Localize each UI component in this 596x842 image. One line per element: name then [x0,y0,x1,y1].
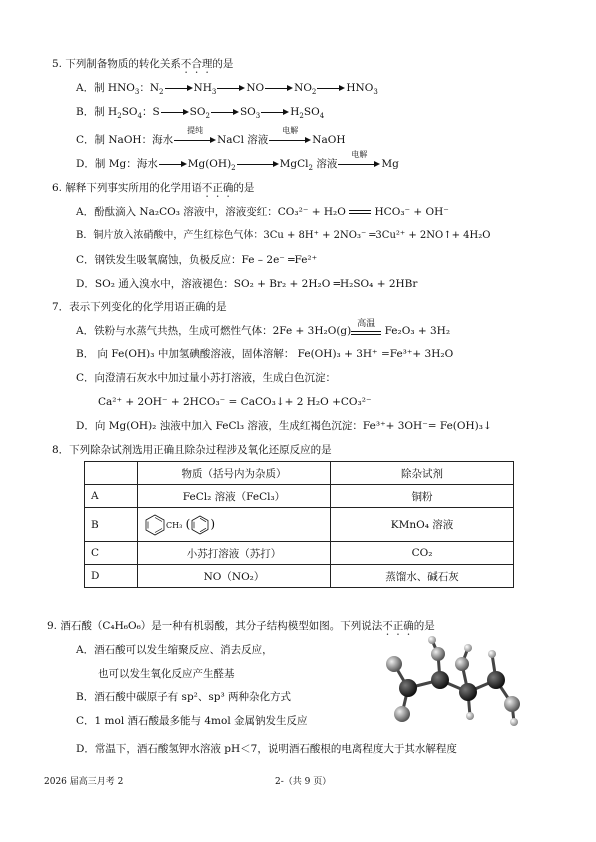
table-header-row: 物质（括号内为杂质） 除杂试剂 [85,462,514,485]
tartaric-acid-molecule-model-image [372,632,532,732]
q6-option-b: B．铜片放入浓硝酸中，产生红棕色气体：3Cu + 8H⁺ + 2NO₃⁻ ═3Cu²⁺ + 2NO↑+ 4H₂O [76,230,491,241]
arrow-icon [237,159,279,169]
q6-stem: 6. 解释下列事实所用的化学用语不正确的是 [52,182,255,194]
q6-option-a: A．酚酞滴入 Na₂CO₃ 溶液中，溶液变红：CO₃²⁻ + H₂O HCO₃⁻ + OH⁻ [76,206,449,218]
arrow-icon [217,83,245,93]
table-row: B CH₃ ( ) KMnO₄ 溶液 [85,508,514,542]
q7-option-c: C．向澄清石灰水中加过量小苏打溶液，生成白色沉淀： [76,372,337,384]
q9-option-a: A．酒石酸可以发生缩聚反应、消去反应， [76,644,273,656]
q7-option-c-equation: Ca²⁺ + 2OH⁻ + 2HCO₃⁻ = CaCO₃↓+ 2 H₂O +CO₃²⁻ [98,396,372,408]
methyl-label: CH₃ [166,520,183,530]
q5-option-d: D．制 Mg：海水 $Mg(OH)_2$ MgCl$_2$ 溶液 电解 Mg [76,150,399,173]
q7-option-b: B． 向 Fe(OH)₃ 中加氢碘酸溶液，固体溶解： Fe(OH)₃ + 3H⁺ =Fe³⁺+ 3H₂O [76,348,454,360]
q5-option-b: B．制 $H_2SO_4$：S $SO_2$ $SO_3$ $H_2SO_4$ [76,106,325,121]
q8-stem: 8．下列除杂试剂选用正确且除杂过程涉及氧化还原反应的是 [52,444,332,456]
footer-exam-name: 2026 届高三月考 2 [44,777,124,787]
arrow-icon [265,83,293,93]
arrow-icon [165,83,193,93]
toluene-structure-icon [144,513,166,537]
footer-page-number: 2-（共 9 页） [275,777,332,787]
q9-option-a-cont: 也可以发生氧化反应产生醛基 [98,668,235,680]
arrow-icon [161,107,189,117]
arrow-icon [211,107,239,117]
reversible-arrow-icon [349,207,371,217]
arrow-icon: 电解 [269,135,311,145]
arrow-icon [159,159,187,169]
q5-stem: 5. 下列制备物质的转化关系不合理的是 [52,58,234,70]
arrow-icon [261,107,289,117]
q6-option-c: C．钢铁发生吸氧腐蚀，负极反应：Fe – 2e⁻ ═Fe²⁺ [76,254,318,266]
q5-option-c: C．制 NaOH：海水 提纯 NaCl 溶液 电解 NaOH [76,126,346,146]
q7-stem: 7．表示下列变化的化学用语正确的是 [52,301,227,313]
q8-table [84,461,514,588]
q9-option-b: B．酒石酸中碳原子有 sp²、sp³ 两种杂化方式 [76,691,292,703]
benzene-structure-icon [190,514,210,536]
arrow-icon [317,83,345,93]
q7-option-a: A．铁粉与水蒸气共热，生成可燃性气体：2Fe + 3H₂O(g) 高温 Fe₂O₃ + 3H₂ [76,318,451,337]
high-temperature-label: 高温 [357,318,376,329]
table-row: A FeCl₂ 溶液（FeCl₃） 铜粉 [85,485,514,508]
q9-option-c: C．1 mol 酒石酸最多能与 4mol 金属钠发生反应 [76,715,308,727]
table-row: D NO（NO₂） 蒸馏水、碱石灰 [85,565,514,588]
q7-option-d: D．向 Mg(OH)₂ 浊液中加入 FeCl₃ 溶液，生成红褐色沉淀：Fe³⁺+ 3OH⁻= Fe(OH)₃↓ [76,420,492,432]
q6-option-d: D．SO₂ 通入溴水中，溶液褪色：SO₂ + Br₂ + 2H₂O ═H₂SO₄ + 2HBr [76,278,418,290]
arrow-icon: 提纯 [174,135,216,145]
q9-option-d: D．常温下，酒石酸氢钾水溶液 pH＜7，说明酒石酸根的电离程度大于其水解程度 [76,743,457,755]
table-row: C 小苏打溶液（苏打） CO₂ [85,542,514,565]
arrow-icon: 电解 [338,159,380,169]
q9-stem: 9. 酒石酸（C₄H₆O₆）是一种有机弱酸，其分子结构模型如图。下列说法不正确的是 [47,620,435,632]
q5-option-a: A．制 $HNO_3$：$N_2$ $NH_3$ NO $NO_2$ $HNO_3$ [76,82,378,97]
